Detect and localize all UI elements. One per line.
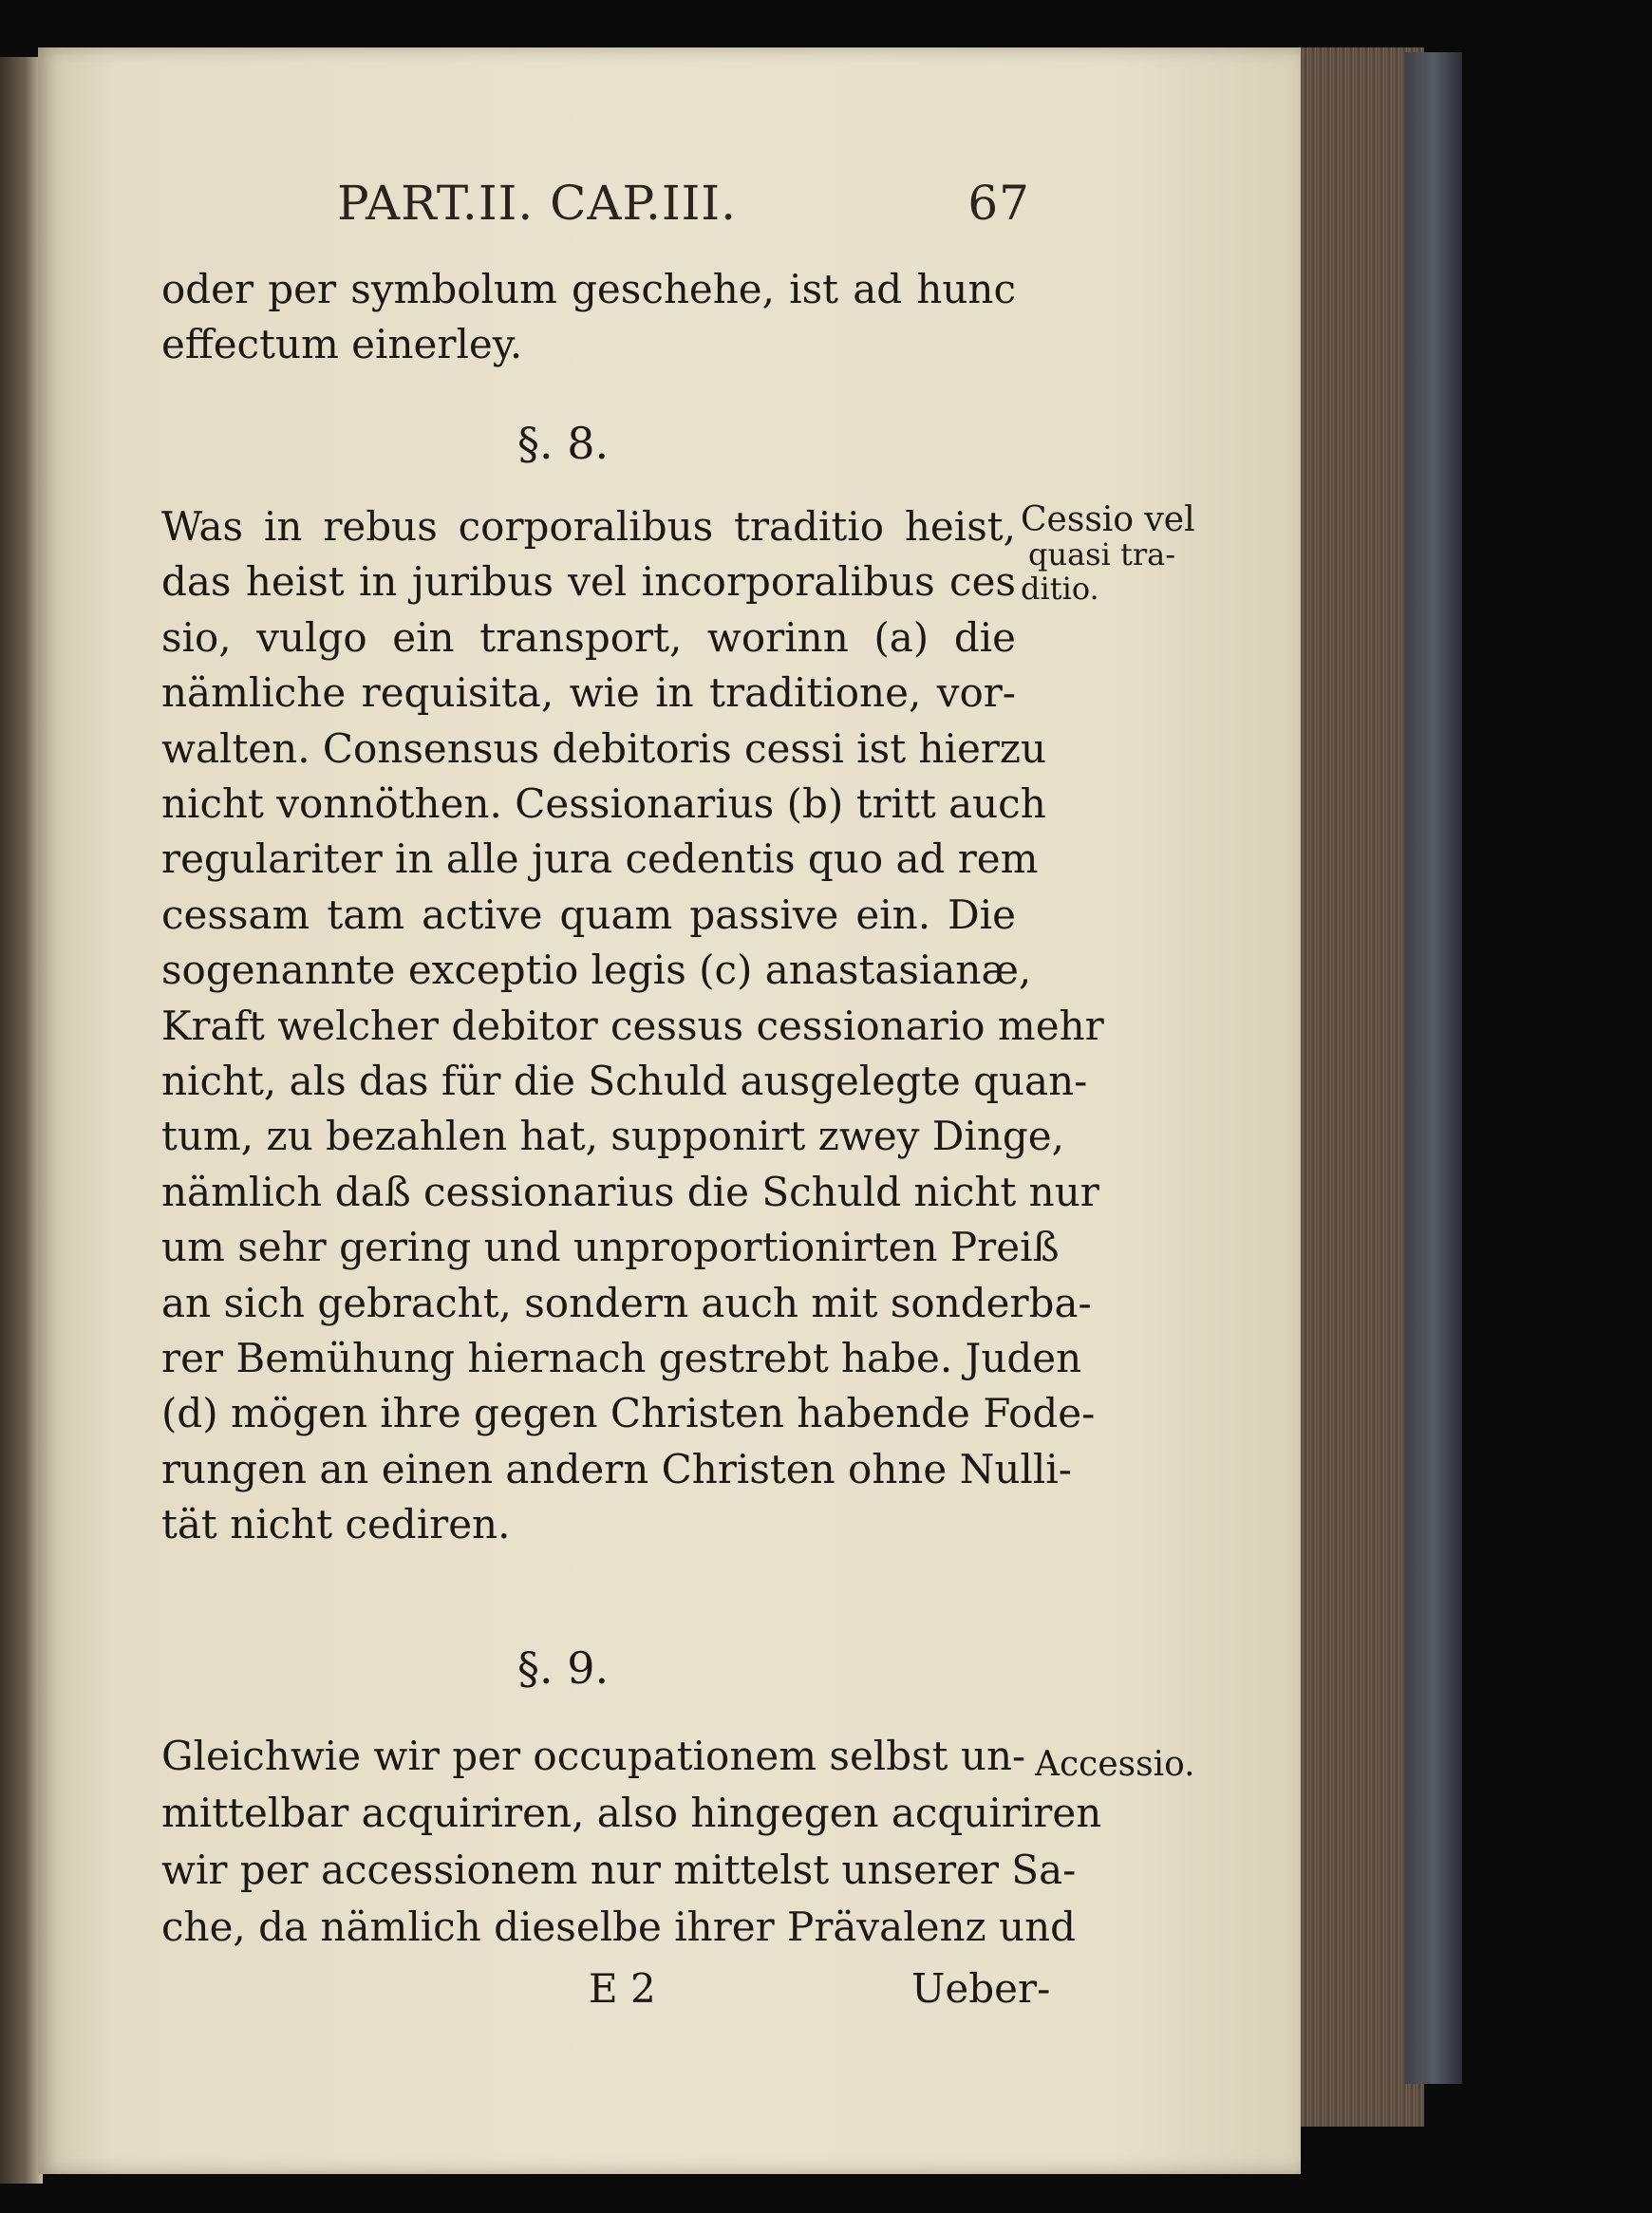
text-line: oder per symbolum geschehe, ist ad hunc	[161, 266, 1016, 312]
text-line: regulariter in alle jura cedentis quo ad rem	[161, 835, 1039, 883]
text-line: nicht vonnöthen. Cessionarius (b) tritt auch	[161, 780, 1046, 827]
text-line: (d) mögen ihre gegen Christen habende Fode-	[161, 1390, 1096, 1437]
book-cover-edge	[1405, 52, 1462, 2084]
facing-page-edge	[0, 57, 43, 2184]
text-line: effectum einerley.	[161, 321, 523, 367]
text-line: nämliche requisita, wie in traditione, vor-	[161, 669, 1016, 717]
section-8-margin-note	[1021, 500, 1195, 607]
page-footer	[161, 1965, 1051, 2022]
running-title: PART.II. CAP.III.	[337, 176, 738, 231]
section-8-heading: §. 8.	[517, 418, 610, 469]
signature-mark: E 2	[589, 1965, 656, 2012]
margin-note-line: ditio.	[1021, 571, 1099, 607]
section-9-margin-note	[1035, 1745, 1195, 1784]
text-line: sogenannte exceptio legis (c) anastasianæ,	[161, 947, 1032, 994]
text-line: tum, zu bezahlen hat, supponirt zwey Dinge,	[161, 1113, 1065, 1160]
text-line: mittelbar acquiriren, also hingegen acquiriren	[161, 1790, 1102, 1836]
section-9-heading: §. 9.	[517, 1642, 610, 1694]
text-line: an sich gebracht, sondern auch mit sonderba-	[161, 1279, 1092, 1326]
text-line: che, da nämlich dieselbe ihrer Prävalenz und	[161, 1904, 1077, 1950]
text-line: Was in rebus corporalibus traditio heist,	[161, 503, 1016, 550]
running-header	[337, 176, 1030, 231]
text-line: tät nicht cediren.	[161, 1501, 511, 1548]
page-number: 67	[967, 176, 1030, 231]
catchword: Ueber-	[911, 1965, 1051, 2012]
text-line: das heist in juribus vel incorporalibus ces	[161, 558, 1016, 606]
text-line: um sehr gering und unproportionirten Preiß	[161, 1224, 1060, 1271]
text-line: cessam tam active quam passive ein. Die	[161, 891, 1016, 938]
text-line: walten. Consensus debitoris cessi ist hierzu	[161, 724, 1047, 772]
text-line: rer Bemühung hiernach gestrebt habe. Juden	[161, 1335, 1082, 1381]
text-line: rungen an einen andern Christen ohne Nulli-	[161, 1445, 1072, 1492]
text-line: nämlich daß cessionarius die Schuld nicht nur	[161, 1168, 1099, 1215]
text-line: nicht, als das für die Schuld ausgelegte quan-	[161, 1058, 1088, 1104]
text-line: wir per accessionem nur mittelst unserer Sa-	[161, 1847, 1077, 1893]
text-line: Kraft welcher debitor cessus cessionario mehr	[161, 1002, 1104, 1049]
margin-note-line: quasi tra-	[1028, 536, 1176, 572]
text-line: sio, vulgo ein transport, worinn (a) die	[161, 613, 1016, 661]
margin-note-line: Accessio.	[1035, 1745, 1195, 1784]
text-line: Gleichwie wir per occupationem selbst un-	[161, 1733, 1026, 1779]
margin-note-line: Cessio vel	[1021, 500, 1195, 539]
